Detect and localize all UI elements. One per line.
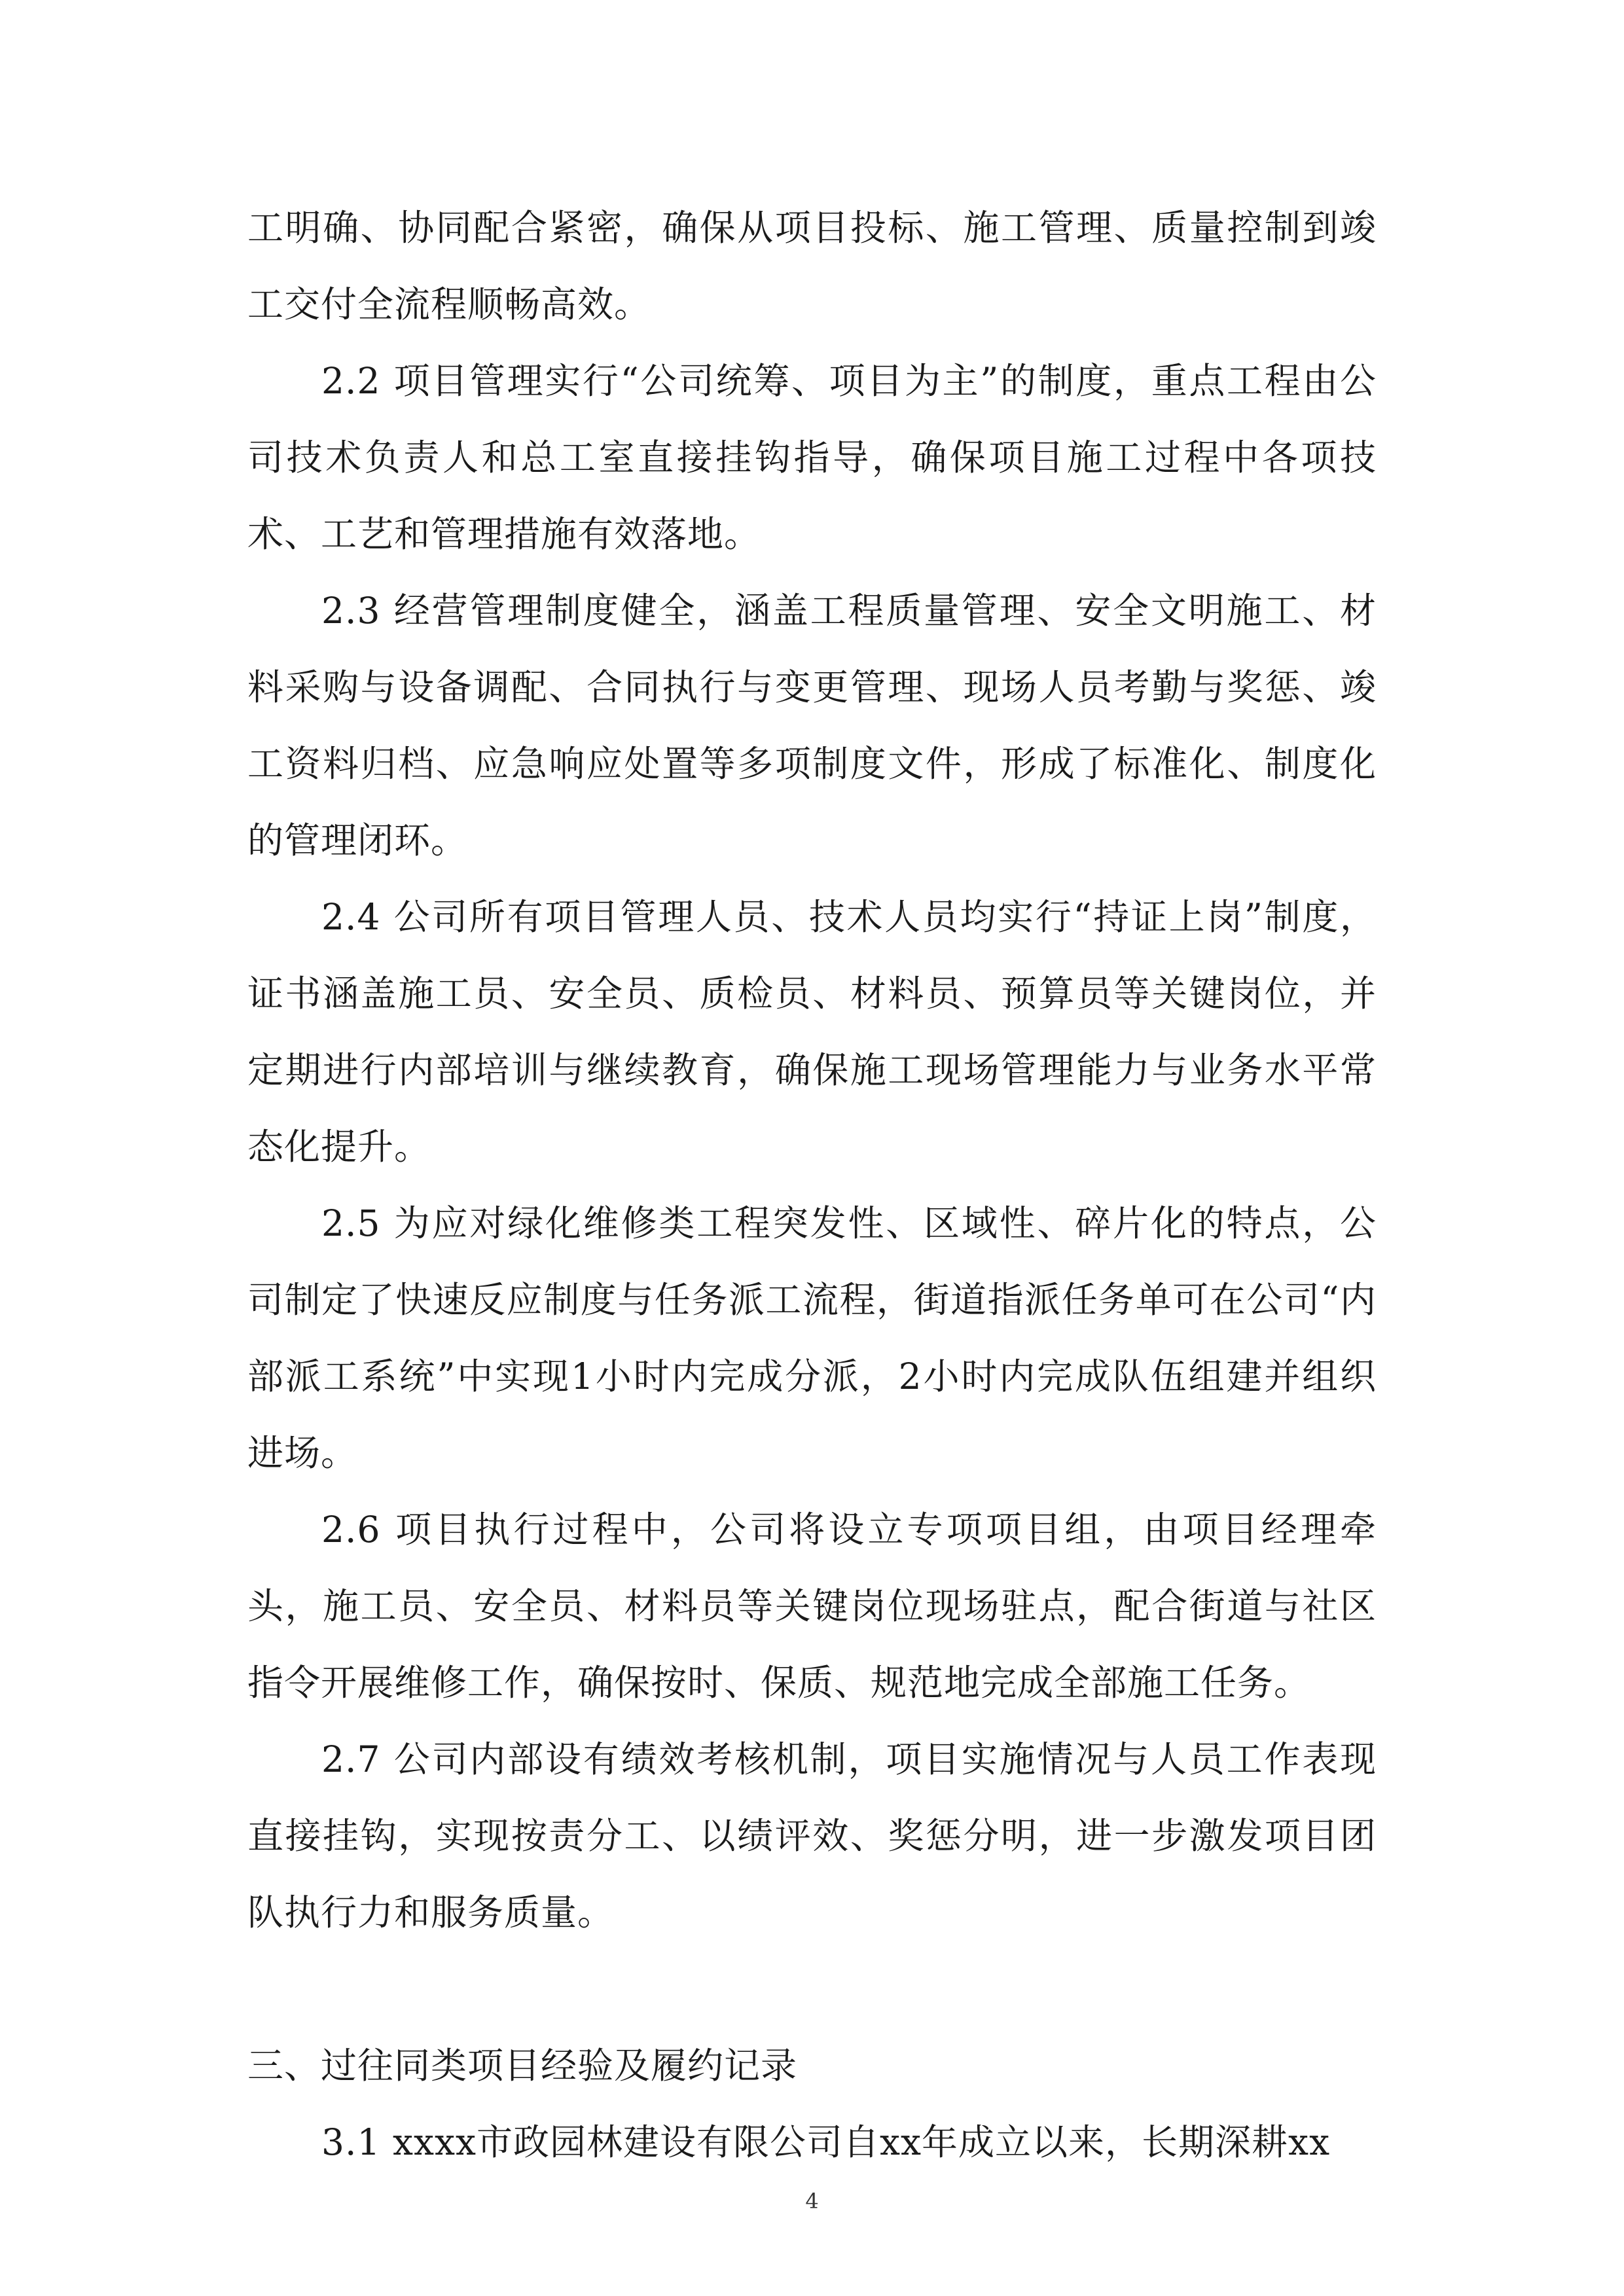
paragraph-3-1: 3.1 xxxx市政园林建设有限公司自xx年成立以来，长期深耕xx [321, 2121, 1331, 2163]
section-heading: 三、过往同类项目经验及履约记录 [247, 2045, 798, 2087]
paragraph-2-5: 2.5 为应对绿化维修类工程突发性、区域性、碎片化的特点，公司制定了快速反应制度与任务派工流程，街道指派任务单可在公司“内部派工系统”中实现1小时内完成分派，2小时内完成队伍组建并组织进场。 [247, 1202, 1377, 1474]
page-number: 4 [805, 2189, 819, 2214]
paragraph-2-7: 2.7 公司内部设有绩效考核机制，项目实施情况与人员工作表现直接挂钩，实现按责分工、以绩评效、奖惩分明，进一步激发项目团队执行力和服务质量。 [247, 1738, 1377, 1933]
body-text [247, 190, 1377, 2181]
continuation-paragraph: 工明确、协同配合紧密，确保从项目投标、施工管理、质量控制到竣工交付全流程顺畅高效。 [247, 207, 1377, 325]
paragraph-2-6: 2.6 项目执行过程中，公司将设立专项项目组，由项目经理牵头，施工员、安全员、材料员等关键岗位现场驻点，配合街道与社区指令开展维修工作，确保按时、保质、规范地完成全部施工任务。 [247, 1509, 1377, 1704]
paragraph-2-4: 2.4 公司所有项目管理人员、技术人员均实行“持证上岗”制度，证书涵盖施工员、安全员、质检员、材料员、预算员等关键岗位，并定期进行内部培训与继续教育，确保施工现场管理能力与业务水平常态化提升。 [247, 896, 1377, 1168]
paragraph-2-3: 2.3 经营管理制度健全，涵盖工程质量管理、安全文明施工、材料采购与设备调配、合同执行与变更管理、现场人员考勤与奖惩、竣工资料归档、应急响应处置等多项制度文件，形成了标准化、制度化的管理闭环。 [247, 590, 1377, 861]
paragraph-2-2: 2.2 项目管理实行“公司统筹、项目为主”的制度，重点工程由公司技术负责人和总工室直接挂钩指导，确保项目施工过程中各项技术、工艺和管理措施有效落地。 [247, 360, 1377, 555]
